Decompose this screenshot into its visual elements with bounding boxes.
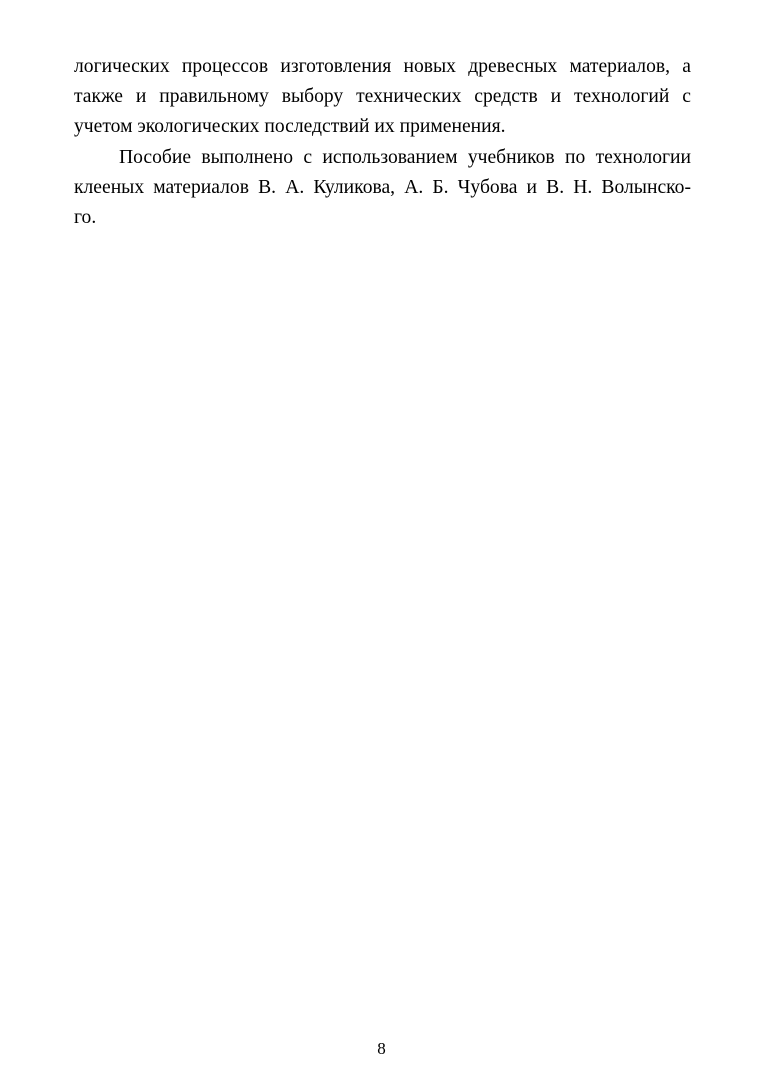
- text-line: Пособие выполнено с использованием учебников по технологии: [119, 146, 691, 168]
- body-text: [74, 52, 691, 233]
- text-line: учетом экологических последствий их применения.: [74, 116, 506, 138]
- text-line: логических процессов изготовления новых древесных материалов, а: [74, 56, 691, 77]
- text-line: клееных материалов В. А. Куликова, А. Б. Чубова и В. Н. Волынско-: [74, 176, 691, 198]
- page-number: 8: [377, 1039, 386, 1058]
- text-line: также и правильному выбору технических средств и технологий с: [74, 86, 691, 108]
- text-line: го.: [74, 206, 97, 228]
